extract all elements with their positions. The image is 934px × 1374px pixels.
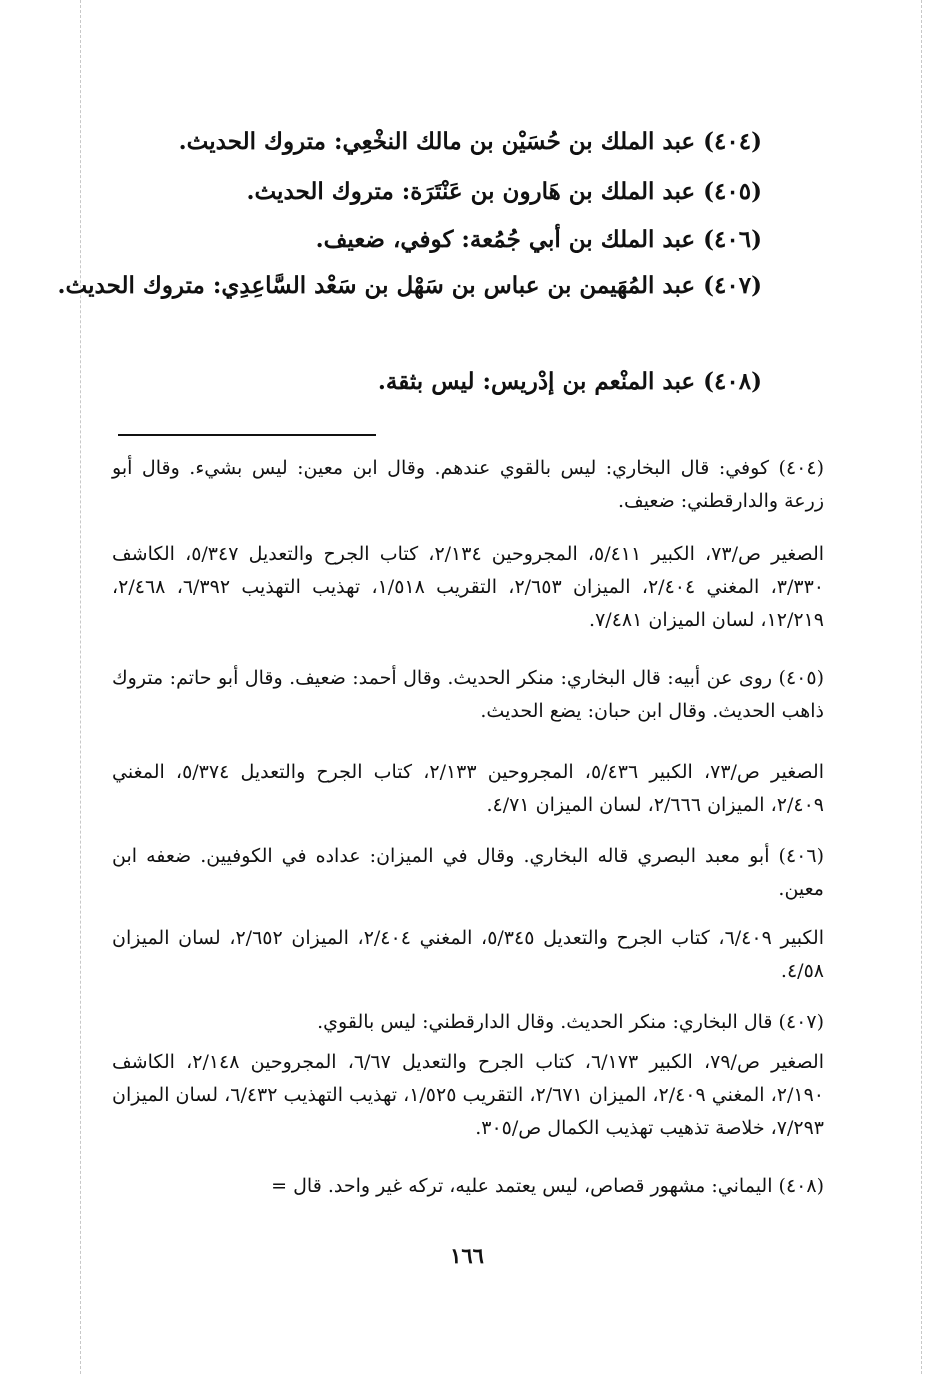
footnote-408-text: (٤٠٨) اليماني: مشهور قصاص، ليس يعتمد عليه، تركه غير واحد. قال = — [271, 1175, 824, 1197]
entry-407: (٤٠٧) عبد المُهَيمن بن عباس بن سَهْل بن سَعْد السَّاعِدِي: متروك الحديث. — [57, 272, 762, 299]
entry-405: (٤٠٥) عبد الملك بن هَارون بن عَنْتَرَة: متروك الحديث. — [246, 178, 762, 205]
footnote-404-refs: الصغير ص/٧٣، الكبير ٥/٤١١، المجروحين ٢/١٣٤، كتاب الجرح والتعديل ٥/٣٤٧، الكاشف ٣/٣٣٠، المغني ٢/٤٠٤، الميزان ٢/٦٥٣، التقريب ١/٥١٨، تهذيب التهذيب ٦/٣٩٢، ٢/٤٦٨، ١٢/٢١٩، لسان الميزان ٧/٤٨١. — [112, 543, 825, 631]
footnote-407-text: (٤٠٧) قال البخاري: منكر الحديث. وقال الدارقطني: ليس بالقوي. — [317, 1011, 824, 1033]
page-number: ١٦٦ — [450, 1243, 484, 1268]
footnote-407-refs: الصغير ص/٧٩، الكبير ٦/١٧٣، كتاب الجرح والتعديل ٦/٦٧، المجروحين ٢/١٤٨، الكاشف ٢/١٩٠، المغني ٢/٤٠٩، الميزان ٢/٦٧١، التقريب ١/٥٢٥، تهذيب التهذيب ٦/٤٣٢، لسان الميزان ٧/٢٩٣، خلاصة تذهيب تهذيب الكمال ص/٣٠٥. — [112, 1051, 824, 1139]
footnote-405-text: (٤٠٥) روى عن أبيه: قال البخاري: منكر الحديث. وقال أحمد: ضعيف. وقال أبو حاتم: متروك ذاهب الحديث. وقال ابن حبان: يضع الحديث. — [112, 667, 824, 722]
footnote-406-refs: الكبير ٦/٤٠٩، كتاب الجرح والتعديل ٥/٣٤٥، المغني ٢/٤٠٤، الميزان ٢/٦٥٢، لسان الميزان ٤/٥٨. — [112, 927, 824, 982]
footnote-405-refs: الصغير ص/٧٣، الكبير ٥/٤٣٦، المجروحين ٢/١٣٣، كتاب الجرح والتعديل ٥/٣٧٤، المغني ٢/٤٠٩، الميزان ٢/٦٦٦، لسان الميزان ٤/٧١. — [112, 761, 824, 816]
footnote-404-text: (٤٠٤) كوفي: قال البخاري: ليس بالقوي عندهم. وقال ابن معين: ليس بشيء. وقال أبو زرعة والدارقطني: ضعيف. — [112, 457, 824, 512]
footnote-406-text: (٤٠٦) أبو معبد البصري قاله البخاري. وقال في الميزان: عداده في الكوفيين. ضعفه ابن معين. — [112, 845, 824, 900]
right-margin-guide — [921, 0, 922, 1374]
entry-408: (٤٠٨) عبد المنْعم بن إدْريس: ليس بثقة. — [377, 368, 762, 395]
left-margin-guide — [80, 0, 81, 1374]
footnote-divider — [118, 434, 376, 436]
entry-404: (٤٠٤) عبد الملك بن حُسَيْن بن مالك النخْعِي: متروك الحديث. — [178, 128, 762, 155]
entry-406: (٤٠٦) عبد الملك بن أبي جُمُعة: كوفي، ضعيف. — [315, 226, 762, 253]
